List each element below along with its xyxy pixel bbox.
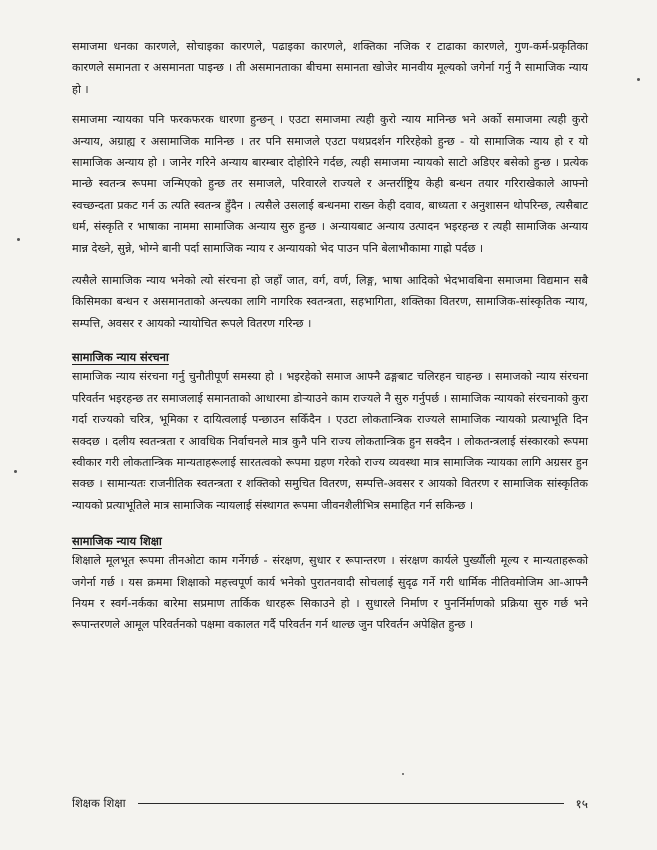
scan-speck xyxy=(402,773,404,775)
scan-speck xyxy=(637,78,640,81)
paragraph-justice-definition: त्यसैले सामाजिक न्याय भनेको त्यो संरचना हो जहाँ जात, वर्ग, वर्ण, लिङ्ग, भाषा आदिको भेदभावबिना समाजमा विद्यमान सबै किसिमका बन्धन र असमानताको अन्त्यका लागि नागरिक स्वतन्त्रता, सहभागिता, शक्तिका वितरण, सामाजिक-सांस्कृतिक न्याय, सम्पत्ति, अवसर र आयको न्यायोचित रूपले वितरण गरिन्छ । xyxy=(72,274,588,330)
paragraph-intro: समाजमा धनका कारणले, सोचाइका कारणले, पढाइका कारणले, शक्तिका नजिक र टाढाका कारणले, गुण-कर्म-प्रकृतिका कारणले समानता र असमानता पाइन्छ । ती असमानताका बीचमा समानता खोजेर मानवीय मूल्यको जगेर्ना गर्नु नै सामाजिक न्याय हो । xyxy=(72,40,588,96)
page-footer xyxy=(72,793,588,813)
paragraph-justice-concepts: समाजमा न्यायका पनि फरकफरक धारणा हुन्छन् । एउटा समाजमा त्यही कुरो न्याय मानिन्छ भने अर्को समाजमा त्यही कुरो अन्याय, अग्राह्य र असामाजिक मानिन्छ । तर पनि समाजले एउटा पथप्रदर्शन गरिरहेको हुन्छ - यो सामाजिक न्याय हो र यो सामाजिक अन्याय हो । जानेर गरिने अन्याय बारम्बार दोहोरिने गर्दछ, त्यही समाजमा न्यायको साटो अडिएर बसेको हुन्छ । प्रत्येक मान्छे स्वतन्त्र रूपमा जन्मिएको हुन्छ तर समाजले, परिवारले राज्यले र अन्तर्राष्ट्रिय केही बन्धन तयार गरिराखेकाले आफ्नो स्वच्छन्दता प्रकट गर्न ऊ त्यति स्वतन्त्र हुँदैन । त्यसैले उसलाई बन्धनमा राख्न केही दवाव, बाध्यता र अनुशासन थोपरिन्छ, त्यसैबाट धर्म, संस्कृति र भाषाका नाममा सामाजिक अन्याय सुरु हुन्छ । अन्यायबाट अन्याय उत्पादन भइरहन्छ र त्यही सामाजिक अन्याय मान्न देख्ने, सुन्ने, भोग्ने बानी पर्दा सामाजिक न्याय र अन्यायको भेद पाउन पनि बेलाभौकामा गाह्रो पर्दछ । xyxy=(72,113,588,255)
footer-book-title: शिक्षक शिक्षा xyxy=(72,795,126,810)
page-body xyxy=(72,36,588,636)
page-number: १५ xyxy=(575,796,588,811)
scan-speck xyxy=(17,238,20,241)
scan-speck xyxy=(14,470,17,473)
footer-rule xyxy=(138,803,564,804)
section-body-structure: सामाजिक न्याय संरचना गर्नु चुनौतीपूर्ण समस्या हो । भइरहेको समाज आफ्नै ढङ्गबाट चलिरहन चाहन्छ । समाजको न्याय संरचना परिवर्तन भइरहन्छ तर समाजलाई समानताको आधारमा डोऱ्याउने काम राज्यले नै सुरु गर्नुपर्छ । सामाजिक न्यायको संरचनाको कुरा गर्दा राज्यको चरित्र, भूमिका र दायित्वलाई पन्छाउन सकिँदैन । एउटा लोकतान्त्रिक राज्यले सामाजिक न्यायको प्रत्याभूति दिन सक्दछ । दलीय स्वतन्त्रता र आवधिक निर्वाचनले मात्र कुनै पनि राज्य लोकतान्त्रिक हुन सक्दैन । लोकतन्त्रलाई संस्कारको रूपमा स्वीकार गरी लोकतान्त्रिक मान्यताहरूलाई सारतत्वको रूपमा ग्रहण गरेको राज्य व्यवस्था मात्र सामाजिक न्यायका लागि अग्रसर हुन सक्छ । सामान्यतः राजनीतिक स्वतन्त्रता र शक्तिको समुचित वितरण, सम्पत्ति-अवसर र आयको वितरण र सामाजिक सांस्कृतिक न्यायको प्रत्याभूतिले मात्र सामाजिक न्यायलाई संस्थागत रूपमा जीवनशैलीभित्र समाहित गर्न सकिन्छ । xyxy=(72,370,588,512)
section-heading-education: सामाजिक न्याय शिक्षा xyxy=(72,534,162,549)
section-heading-structure: सामाजिक न्याय संरचना xyxy=(72,350,169,365)
section-body-education: शिक्षाले मूलभूत रूपमा तीनओटा काम गर्नेगर्छ - संरक्षण, सुधार र रूपान्तरण । संरक्षण कार्यले पुर्ख्यौली मूल्य र मान्यताहरूको जगेर्ना गर्छ । यस क्रममा शिक्षाको महत्त्वपूर्ण कार्य भनेको पुरातनवादी सोचलाई सुदृढ गर्ने गरी धार्मिक नीतिवमोजिम आ-आफ्नै नियम र स्वर्ग-नर्कका बारेमा सप्रमाण तार्किक धारहरू सिकाउने हो । सुधारले निर्माण र पुनर्निर्माणको प्रक्रिया सुरु गर्छ भने रूपान्तरणले आमूल परिवर्तनको पक्षमा वकालत गर्दै परिवर्तन गर्न थाल्छ जुन परिवर्तन अपेक्षित हुन्छ । xyxy=(72,554,588,632)
